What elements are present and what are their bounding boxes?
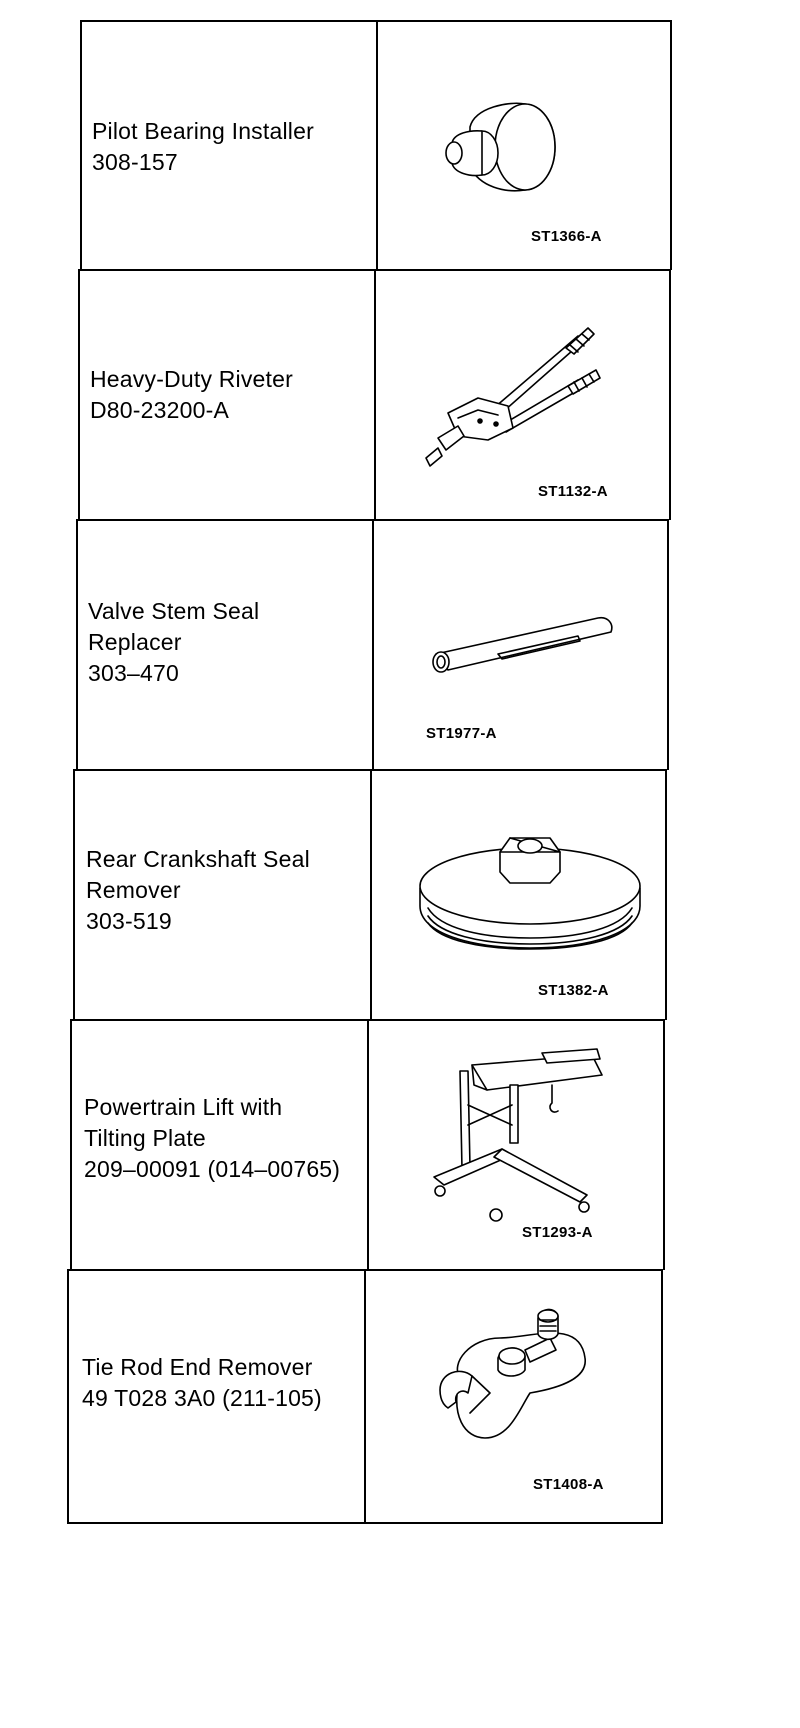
row-divider	[70, 1019, 665, 1021]
row-divider	[67, 1269, 663, 1271]
pilot-bearing-installer-icon	[440, 95, 570, 205]
table-left-border	[76, 520, 78, 770]
riveter-icon	[418, 318, 618, 478]
tool-name-line: Tie Rod End Remover	[82, 1354, 313, 1380]
table-middle-divider	[374, 270, 376, 520]
valve-stem-seal-replacer-icon	[428, 610, 618, 680]
row-divider	[76, 519, 669, 521]
tool-number: 209–00091 (014–00765)	[84, 1156, 341, 1182]
table-right-border	[663, 1020, 665, 1270]
crankshaft-seal-remover-icon	[410, 828, 650, 958]
table-left-border	[80, 20, 82, 270]
table-middle-divider	[376, 20, 378, 270]
table-right-border	[665, 770, 667, 1020]
tool-name-line: Pilot Bearing Installer	[92, 118, 314, 144]
tool-number: 49 T028 3A0 (211-105)	[82, 1385, 322, 1411]
table-right-border	[661, 1270, 663, 1524]
tool-name	[88, 596, 259, 689]
tool-name	[86, 844, 310, 937]
table-middle-divider	[372, 520, 374, 770]
table-middle-divider	[370, 770, 372, 1020]
illustration-code: ST1408-A	[533, 1476, 604, 1493]
tool-name-line: Valve Stem Seal	[88, 598, 260, 624]
tool-name-line: Remover	[86, 877, 181, 903]
illustration-code: ST1132-A	[538, 483, 608, 500]
tool-name	[92, 116, 314, 178]
row-divider	[78, 269, 671, 271]
table-right-border	[669, 270, 671, 520]
table-left-border	[70, 1020, 72, 1270]
tool-number: 303–470	[88, 660, 179, 686]
tool-name	[84, 1092, 340, 1185]
powertrain-lift-icon	[412, 1045, 612, 1230]
tool-number: D80-23200-A	[90, 397, 230, 423]
illustration-code: ST1382-A	[538, 982, 609, 999]
tool-name	[90, 364, 293, 426]
tool-name-line: Heavy-Duty Riveter	[90, 366, 293, 392]
table-left-border	[67, 1270, 69, 1524]
illustration-code: ST1977-A	[426, 725, 497, 742]
tool-name-line: Replacer	[88, 629, 182, 655]
table-right-border	[670, 20, 672, 270]
row-divider	[67, 1522, 663, 1524]
table-left-border	[73, 770, 75, 1020]
table-middle-divider	[367, 1020, 369, 1270]
tool-name-line: Rear Crankshaft Seal	[86, 846, 310, 872]
row-divider	[80, 20, 672, 22]
tool-number: 303-519	[86, 908, 172, 934]
table-left-border	[78, 270, 80, 520]
tool-number: 308-157	[92, 149, 178, 175]
tie-rod-end-remover-icon	[430, 1298, 600, 1458]
tool-name-line: Tilting Plate	[84, 1125, 206, 1151]
illustration-code: ST1366-A	[531, 228, 602, 245]
illustration-code: ST1293-A	[522, 1224, 593, 1241]
row-divider	[73, 769, 667, 771]
tool-name	[82, 1352, 322, 1414]
table-right-border	[667, 520, 669, 770]
table-middle-divider	[364, 1270, 366, 1524]
tool-name-line: Powertrain Lift with	[84, 1094, 283, 1120]
